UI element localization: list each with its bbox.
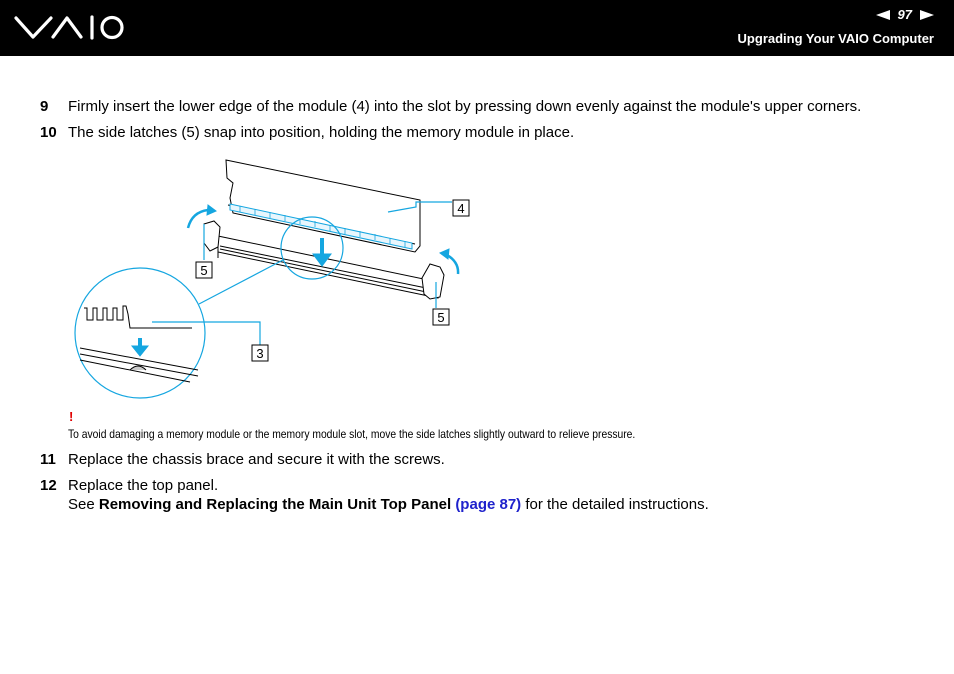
step-number: 12	[40, 477, 57, 494]
page-header	[0, 0, 954, 56]
right-latch	[422, 264, 444, 299]
callout-5-left-label: 5	[200, 263, 208, 278]
see-prefix: See	[68, 496, 95, 513]
callout-3-label: 3	[256, 346, 264, 361]
step-text: Firmly insert the lower edge of the module (4) into the slot by pressing down evenly against the module's upper corners.	[68, 98, 862, 115]
callout-5-right-label: 5	[437, 310, 445, 325]
callout-4-label: 4	[457, 201, 465, 216]
next-page-icon[interactable]	[920, 10, 934, 20]
step-number: 11	[40, 451, 56, 468]
page-link[interactable]: (page 87)	[455, 496, 522, 513]
memory-module-installation-diagram	[70, 158, 490, 403]
warning-icon: !	[69, 409, 74, 424]
warning-text: To avoid damaging a memory module or the memory module slot, move the side latches slightly outward to relieve pressure.	[68, 427, 636, 441]
reference-title: Removing and Replacing the Main Unit Top Panel	[98, 496, 452, 513]
step-number: 10	[40, 124, 57, 141]
step-text: Replace the chassis brace and secure it with the screws.	[68, 451, 445, 468]
step-number: 9	[40, 98, 49, 115]
previous-page-icon[interactable]	[876, 10, 890, 20]
vaio-logo	[14, 12, 124, 42]
step-text: The side latches (5) snap into position, holding the memory module in place.	[68, 124, 575, 141]
see-suffix: for the detailed instructions.	[525, 496, 709, 513]
page-nav	[876, 7, 934, 22]
step-12-reference	[68, 495, 709, 514]
step-text: Replace the top panel.	[68, 477, 219, 494]
left-latch	[204, 221, 220, 251]
page-number: 97	[897, 7, 912, 22]
section-title: Upgrading Your VAIO Computer	[737, 31, 934, 46]
